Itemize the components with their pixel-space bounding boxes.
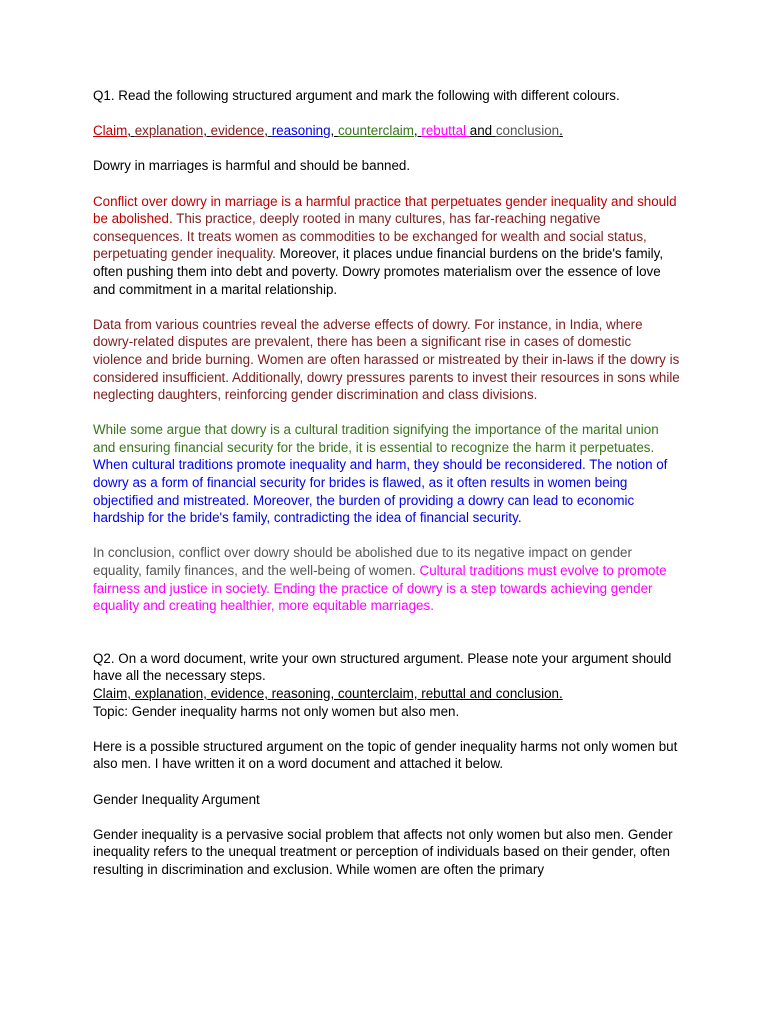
legend-separator: , — [330, 123, 338, 139]
q2-steps: Claim, explanation, evidence, reasoning, counterclaim, rebuttal and conclusion. — [93, 686, 563, 701]
argument-motion: Dowry in marriages is harmful and should be banned. — [93, 158, 411, 174]
document-page — [93, 87, 683, 879]
q2-intro: Here is a possible structured argument on the topic of gender inequality harms not only women but also men. I have written it on a word document and attached it below. — [93, 738, 678, 772]
rebuttal-text: Cultural traditions must evolve to promote fairness and justice in society. Ending the practice of dowry is a step towards achieving gender equality and creating healthier, more equitable marriages. — [93, 563, 667, 614]
legend-reasoning: reasoning — [271, 123, 331, 139]
legend-conclusion: conclusion — [495, 123, 560, 139]
legend-separator: , — [264, 123, 272, 139]
explanation-text: This practice, deeply rooted in many cultures, has far-reaching negative consequences. It treats women as commodities to be exchanged for wealth and social status, perpetuating gender inequality. — [93, 211, 647, 262]
conclusion-text: In conclusion, conflict over dowry should be abolished due to its negative impact on gender equality, family finances, and the well-being of women. — [93, 545, 632, 579]
legend-evidence: evidence — [210, 123, 265, 139]
claim-text: Conflict over dowry in marriage is a harmful practice that perpetuates gender inequality and should be abolished. — [93, 193, 677, 227]
counterclaim-text: While some argue that dowry is a cultural tradition signifying the importance of the marital union and ensuring financial security for the bride, it is essential to recognize the harm it perpetuates. — [93, 422, 659, 455]
legend-counterclaim: counterclaim — [337, 123, 414, 139]
q1-prompt: Q1. Read the following structured argument and mark the following with different colours. — [93, 88, 620, 103]
legend-and: and — [469, 123, 493, 139]
argument-paragraph-4 — [93, 544, 683, 614]
argument-paragraph-1 — [93, 193, 683, 299]
q2-prompt: Q2. On a word document, write your own structured argument. Please note your argument should have all the necessary steps. — [93, 650, 672, 684]
legend-separator: , — [127, 123, 135, 139]
plain-text: Moreover, it places undue financial burdens on the bride's family, often pushing them into debt and poverty. Dowry promotes materialism over the essence of love and commitment in a marital relationship. — [93, 246, 664, 297]
legend-claim: Claim — [93, 123, 128, 139]
q2-body: Gender inequality is a pervasive social problem that affects not only women but also men. Gender inequality refers to the unequal treatment or perception of individuals based on their gender, often resulting in discrimination and exclusion. While women are often the primary — [93, 826, 673, 877]
q2-heading: Gender Inequality Argument — [93, 791, 260, 807]
legend-rebuttal: rebuttal — [421, 123, 470, 139]
legend-period: . — [559, 123, 563, 139]
evidence-text: Data from various countries reveal the adverse effects of dowry. For instance, in India, where dowry-related disputes are prevalent, there has been a significant rise in cases of domestic violence and bride burning. Women are often harassed or mistreated by their in-laws if the dowry is considered insufficient. Additionally, dowry pressures parents to invest their resources in sons while neglecting daughters, reinforcing gender discrimination and class divisions. — [93, 316, 680, 403]
legend-separator: , — [413, 123, 422, 139]
legend-explanation: explanation — [134, 123, 204, 139]
q2-topic: Topic: Gender inequality harms not only women but also men. — [93, 703, 460, 719]
color-legend — [93, 122, 683, 140]
argument-paragraph-3 — [93, 421, 683, 527]
reasoning-text: When cultural traditions promote inequality and harm, they should be reconsidered. The notion of dowry as a form of financial security for brides is flawed, as it often results in women being objectified and mistreated. Moreover, the burden of providing a dowry can lead to economic hardship for the bride's family, contradicting the idea of financial security. — [93, 457, 668, 526]
legend-separator: , — [203, 123, 211, 139]
